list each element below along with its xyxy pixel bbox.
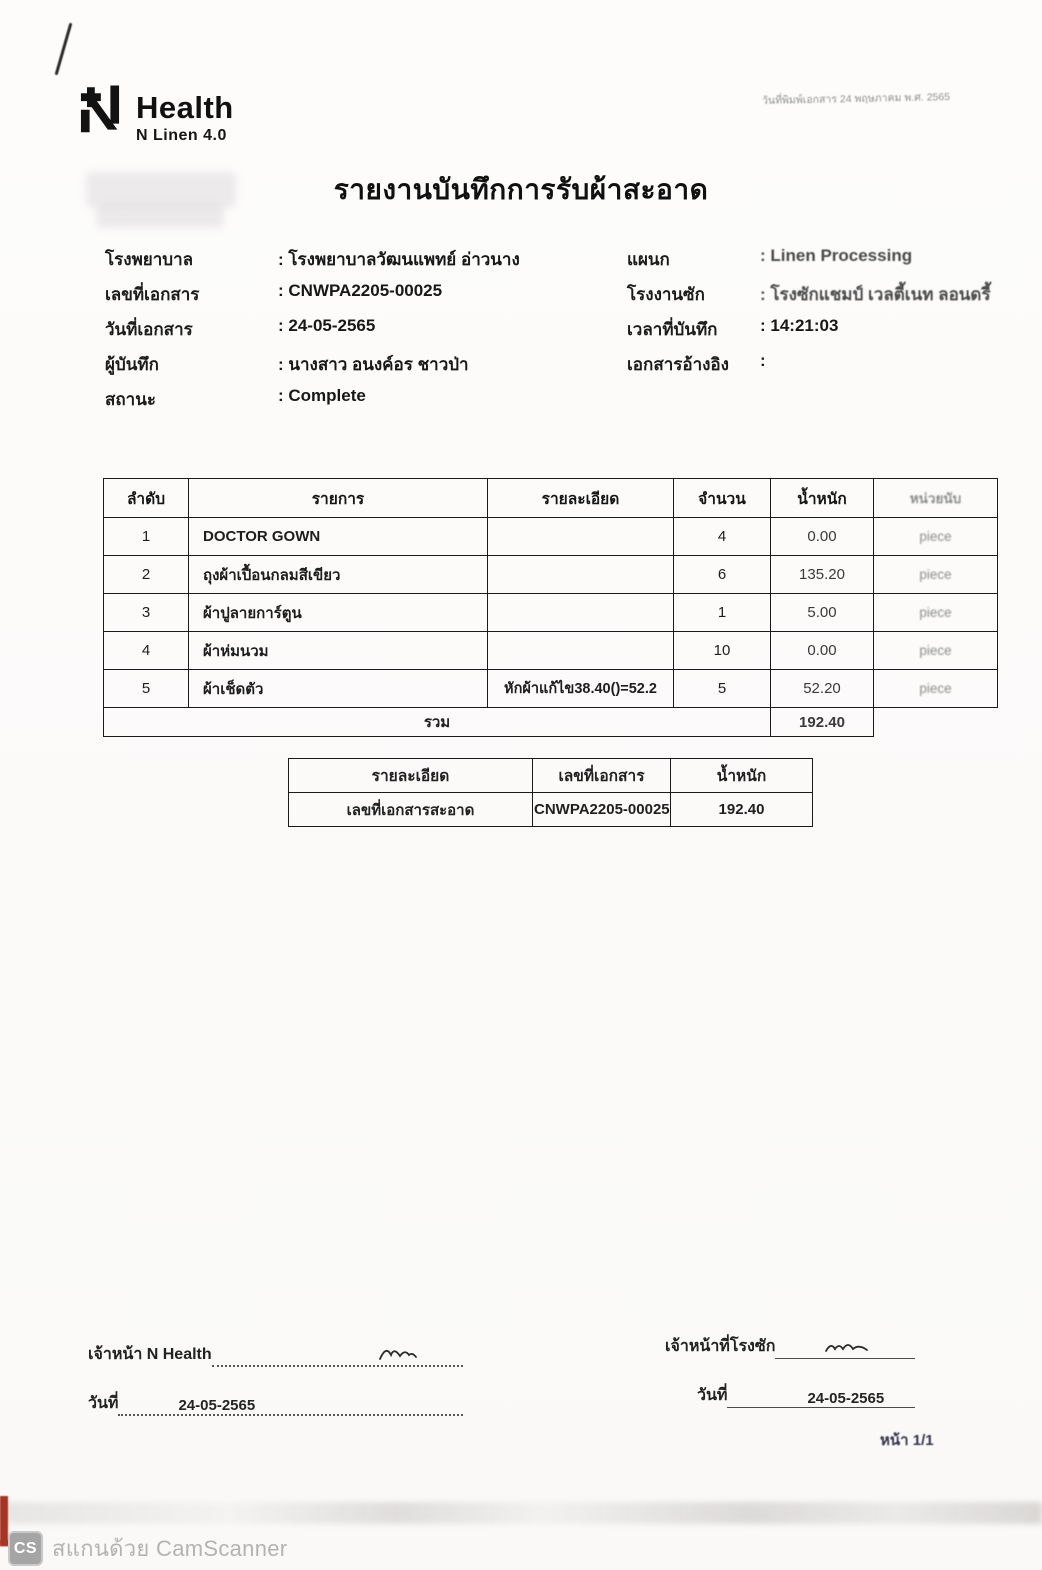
cell-clean-doc-label: เลขที่เอกสารสะอาด xyxy=(289,793,533,827)
camscanner-watermark xyxy=(8,1531,287,1566)
table-row xyxy=(104,594,998,632)
total-label: รวม xyxy=(104,708,771,737)
signed-date: 24-05-2565 xyxy=(807,1390,885,1407)
signature-field xyxy=(212,1345,463,1367)
empty-cell xyxy=(874,708,998,737)
table-row xyxy=(104,632,998,670)
cell-detail xyxy=(488,594,674,632)
cell-seq: 5 xyxy=(104,670,189,708)
cell-weight: 0.00 xyxy=(771,518,874,556)
red-scan-artifact xyxy=(0,1496,8,1546)
cell-seq: 2 xyxy=(104,556,189,594)
cell-seq: 1 xyxy=(104,518,189,556)
table-row xyxy=(104,518,998,556)
column-header-detail: รายละเอียด xyxy=(488,479,674,518)
info-label: เอกสารอ้างอิง xyxy=(627,355,729,374)
table-row xyxy=(104,670,998,708)
document-title: รายงานบันทึกการรับผ้าสะอาด xyxy=(333,174,709,205)
summary-header-row xyxy=(289,759,813,793)
info-field-record-time xyxy=(627,316,1027,351)
info-field-department xyxy=(627,246,1027,281)
info-label: สถานะ xyxy=(105,390,156,409)
page-number: หน้า 1/1 xyxy=(880,1432,934,1449)
cell-seq: 3 xyxy=(104,594,189,632)
signature-field xyxy=(775,1338,915,1359)
total-weight: 192.40 xyxy=(771,708,874,737)
column-header-detail: รายละเอียด xyxy=(289,759,533,793)
cell-weight: 5.00 xyxy=(771,594,874,632)
total-row xyxy=(104,708,998,737)
info-value: : โรงพยาบาลวัฒนแพทย์ อ่าวนาง xyxy=(278,250,520,269)
summary-row xyxy=(289,793,813,827)
cell-item: ผ้าเช็ดตัว xyxy=(189,670,488,708)
cell-clean-doc-weight: 192.40 xyxy=(671,793,813,827)
date-line xyxy=(665,1383,915,1408)
camscanner-icon: CS xyxy=(8,1531,43,1566)
cell-unit: piece xyxy=(874,556,998,594)
cell-detail xyxy=(488,556,674,594)
signature-mark-icon xyxy=(377,1343,419,1363)
cell-qty: 1 xyxy=(674,594,771,632)
info-value: : xyxy=(760,351,766,370)
cell-unit: piece xyxy=(874,670,998,708)
signature-block-nhealth xyxy=(88,1342,463,1416)
signature-line xyxy=(665,1334,915,1359)
signature-block-laundry xyxy=(665,1334,915,1408)
date-field xyxy=(118,1394,463,1416)
cell-qty: 5 xyxy=(674,670,771,708)
items-table xyxy=(103,478,998,737)
summary-table xyxy=(288,758,813,827)
cell-weight: 0.00 xyxy=(771,632,874,670)
info-field-hospital xyxy=(105,246,575,281)
cell-weight: 135.20 xyxy=(771,556,874,594)
date-label: วันที่ xyxy=(697,1387,728,1404)
info-value: : 24-05-2565 xyxy=(278,316,376,335)
cell-qty: 4 xyxy=(674,518,771,556)
cell-item: ผ้าห่มนวม xyxy=(189,632,488,670)
cell-qty: 6 xyxy=(674,556,771,594)
print-date-note: วันที่พิมพ์เอกสาร 24 พฤษภาคม พ.ศ. 2565 xyxy=(761,91,951,107)
cell-clean-doc-number: CNWPA2205-00025 xyxy=(533,793,671,827)
info-value: : 14:21:03 xyxy=(760,316,839,335)
cell-detail: หักผ้าแก้ไข38.40()=52.2 xyxy=(488,670,674,708)
n-health-logo-icon xyxy=(74,82,126,134)
info-label: เลขที่เอกสาร xyxy=(105,285,200,304)
info-field-recorder xyxy=(105,351,575,386)
info-field-laundry-factory xyxy=(627,281,1027,316)
info-value: : CNWPA2205-00025 xyxy=(278,281,443,300)
column-header-unit: หน่วยนับ xyxy=(874,479,998,518)
cell-unit: piece xyxy=(874,594,998,632)
info-label: ผู้บันทึก xyxy=(105,355,159,374)
info-field-doc-number xyxy=(105,281,575,316)
cell-unit: piece xyxy=(874,518,998,556)
info-value: : Linen Processing xyxy=(760,246,913,265)
info-value: : นางสาว อนงค์อร ชาวป่า xyxy=(278,355,469,374)
signature-mark-icon xyxy=(823,1338,871,1356)
cell-seq: 4 xyxy=(104,632,189,670)
cell-unit: piece xyxy=(874,632,998,670)
signature-line xyxy=(88,1342,463,1367)
document-info-left xyxy=(105,246,575,421)
info-field-doc-date xyxy=(105,316,575,351)
cell-item: DOCTOR GOWN xyxy=(189,518,488,556)
pen-mark xyxy=(55,23,73,76)
info-label: วันที่เอกสาร xyxy=(105,320,193,339)
info-field-status xyxy=(105,386,575,421)
column-header-item: รายการ xyxy=(189,479,488,518)
column-header-doc-number: เลขที่เอกสาร xyxy=(533,759,671,793)
signer-role-label: เจ้าหน้าที่โรงซัก xyxy=(665,1338,776,1355)
signer-role-label: เจ้าหน้า N Health xyxy=(88,1346,212,1363)
product-name: N Linen 4.0 xyxy=(136,127,227,144)
table-row xyxy=(104,556,998,594)
info-value: : โรงซักแชมป์ เวลตี้เนท ลอนดรี้ xyxy=(760,285,991,304)
paper-edge-shadow xyxy=(0,1502,1042,1524)
info-label: โรงงานซัก xyxy=(627,285,705,304)
cell-item: ถุงผ้าเปื้อนกลมสีเขียว xyxy=(189,556,488,594)
cell-detail xyxy=(488,518,674,556)
column-header-weight: น้ำหนัก xyxy=(771,479,874,518)
column-header-seq: ลำดับ xyxy=(104,479,189,518)
info-label: แผนก xyxy=(627,250,670,269)
date-line xyxy=(88,1391,463,1416)
date-field xyxy=(727,1387,915,1408)
brand-name: Health xyxy=(136,90,234,125)
date-label: วันที่ xyxy=(88,1395,119,1412)
column-header-qty: จำนวน xyxy=(674,479,771,518)
cell-item: ผ้าปูลายการ์ตูน xyxy=(189,594,488,632)
signed-date: 24-05-2565 xyxy=(178,1397,256,1414)
info-value: : Complete xyxy=(278,386,366,405)
cell-qty: 10 xyxy=(674,632,771,670)
camscanner-text: สแกนด้วย CamScanner xyxy=(52,1536,288,1561)
info-field-reference-doc xyxy=(627,351,1027,386)
info-label: โรงพยาบาล xyxy=(105,250,194,269)
column-header-weight: น้ำหนัก xyxy=(671,759,813,793)
cell-detail xyxy=(488,632,674,670)
cell-weight: 52.20 xyxy=(771,670,874,708)
items-table-header-row xyxy=(104,479,998,518)
info-label: เวลาที่บันทึก xyxy=(627,320,718,339)
brand-logo xyxy=(74,82,234,145)
document-info-right xyxy=(627,246,1027,386)
